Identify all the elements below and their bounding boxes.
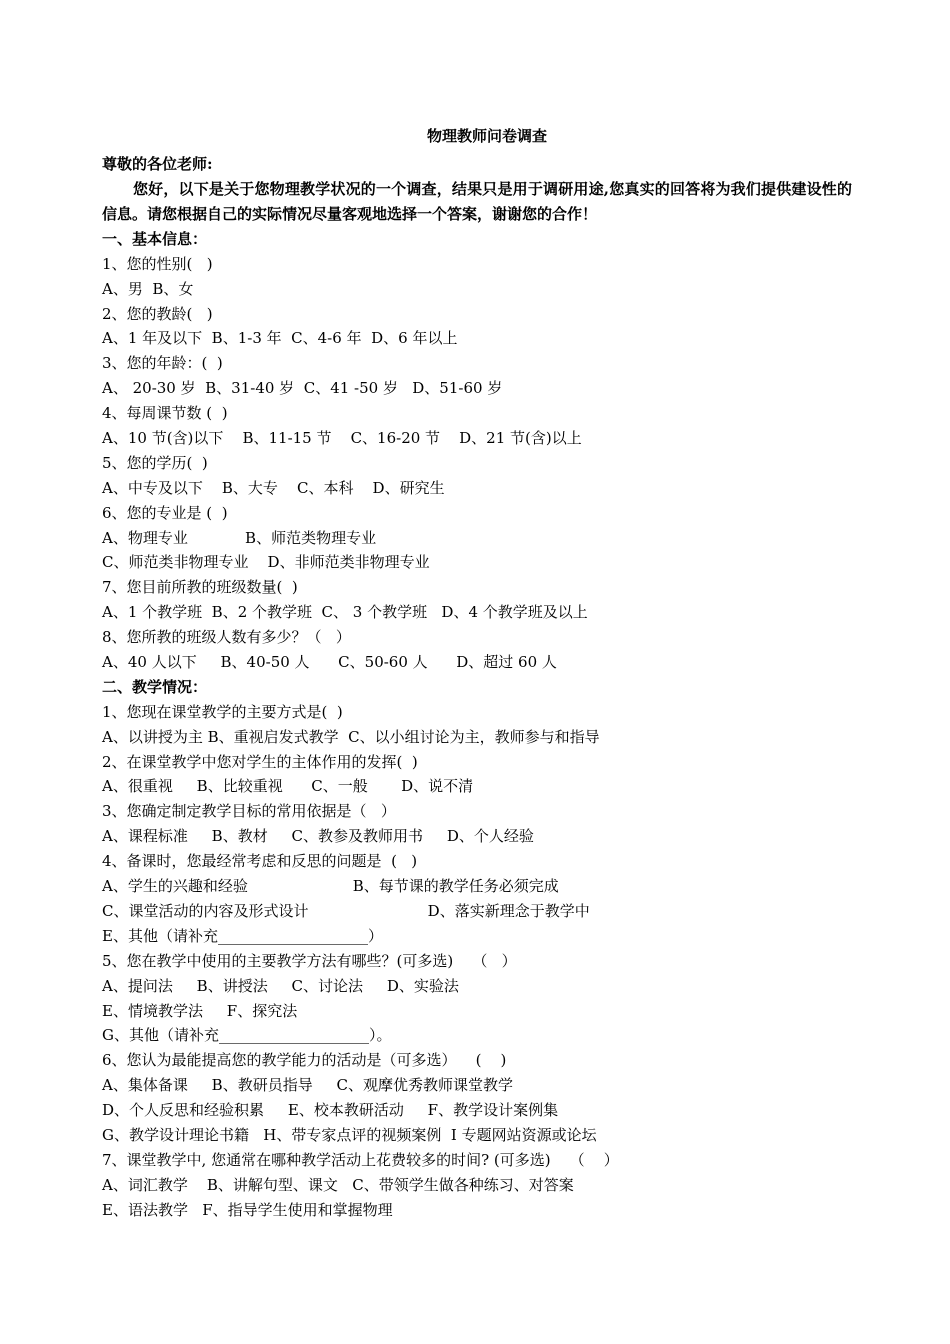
- question-line: 4、备课时，您最经常考虑和反思的问题是 ( ): [102, 852, 418, 871]
- question-line: 5、您的学历( ): [102, 453, 208, 472]
- section-heading: 二、教学情况：: [102, 677, 208, 696]
- question-line: 2、您的教龄( ): [102, 304, 213, 323]
- question-line: 8、您所教的班级人数有多少？（ ）: [102, 628, 351, 647]
- question-line: E、语法教学 F、指导学生使用和掌握物理: [102, 1200, 393, 1219]
- question-line: E、情境教学法 F、探究法: [102, 1001, 298, 1020]
- question-line: 7、课堂教学中, 您通常在哪种教学活动上花费较多的时间? (可多选) （ ）: [102, 1150, 619, 1169]
- question-line: A、课程标准 B、教材 C、教参及教师用书 D、个人经验: [102, 827, 534, 846]
- question-line: A、学生的兴趣和经验 B、每节课的教学任务必须完成: [102, 877, 559, 896]
- question-line: G、其他（请补充____________________）。: [102, 1026, 392, 1045]
- question-line: A、1 个教学班 B、2 个教学班 C、 3 个教学班 D、4 个教学班及以上: [102, 603, 588, 622]
- question-line: 5、您在教学中使用的主要教学方法有哪些？(可多选) （ ）: [102, 951, 517, 970]
- intro-paragraph: 您好，以下是关于您物理教学状况的一个调查，结果只是用于调研用途,您真实的回答将为我们提供建设性的信息。请您根据自己的实际情况尽量客观地选择一个答案，谢谢您的合作！: [102, 179, 852, 223]
- question-line: A、1 年及以下 B、1-3 年 C、4-6 年 D、6 年以上: [102, 329, 458, 348]
- question-line: 2、在课堂教学中您对学生的主体作用的发挥( ): [102, 752, 418, 771]
- question-line: A、40 人以下 B、40-50 人 C、50-60 人 D、超过 60 人: [102, 653, 557, 672]
- question-line: 1、您现在课堂教学的主要方式是( ): [102, 702, 343, 721]
- question-line: A、词汇教学 B、讲解句型、课文 C、带领学生做各种练习、对答案: [102, 1175, 574, 1194]
- question-line: A、 20-30 岁 B、31-40 岁 C、41 -50 岁 D、51-60 岁: [102, 379, 503, 398]
- questionnaire-page: [102, 124, 862, 1223]
- question-line: C、课堂活动的内容及形式设计 D、落实新理念于教学中: [102, 901, 590, 920]
- question-line: 1、您的性别( ): [102, 254, 213, 273]
- document-title: 物理教师问卷调查: [426, 127, 547, 145]
- question-line: A、以讲授为主 B、重视启发式教学 C、以小组讨论为主，教师参与和指导: [102, 727, 600, 746]
- question-line: 3、您确定制定教学目标的常用依据是（ ）: [102, 802, 396, 821]
- question-line: A、很重视 B、比较重视 C、一般 D、说不清: [102, 777, 474, 796]
- question-line: 4、每周课节数 ( ): [102, 404, 228, 423]
- salutation: 尊敬的各位老师:: [102, 155, 213, 173]
- question-line: 3、您的年龄：( ): [102, 354, 223, 373]
- question-line: E、其他（请补充____________________）: [102, 926, 383, 945]
- question-line: 6、您认为最能提高您的教学能力的活动是（可多选） ( ): [102, 1051, 507, 1070]
- question-line: A、10 节(含)以下 B、11-15 节 C、16-20 节 D、21 节(含)以上: [102, 429, 582, 448]
- question-line: A、提问法 B、讲授法 C、讨论法 D、实验法: [102, 976, 459, 995]
- question-line: A、物理专业 B、师范类物理专业: [102, 528, 377, 547]
- question-line: D、个人反思和经验积累 E、校本教研活动 F、教学设计案例集: [102, 1101, 559, 1120]
- question-line: A、男 B、女: [102, 279, 194, 298]
- question-line: C、师范类非物理专业 D、非师范类非物理专业: [102, 553, 430, 572]
- question-line: 7、您目前所教的班级数量( ): [102, 578, 298, 597]
- question-line: A、中专及以下 B、大专 C、本科 D、研究生: [102, 478, 445, 497]
- question-line: A、集体备课 B、教研员指导 C、观摩优秀教师课堂教学: [102, 1076, 514, 1095]
- question-line: G、教学设计理论书籍 H、带专家点评的视频案例 I 专题网站资源或论坛: [102, 1125, 597, 1144]
- question-list: [102, 227, 862, 1223]
- question-line: 6、您的专业是 ( ): [102, 503, 228, 522]
- section-heading: 一、基本信息：: [102, 229, 208, 248]
